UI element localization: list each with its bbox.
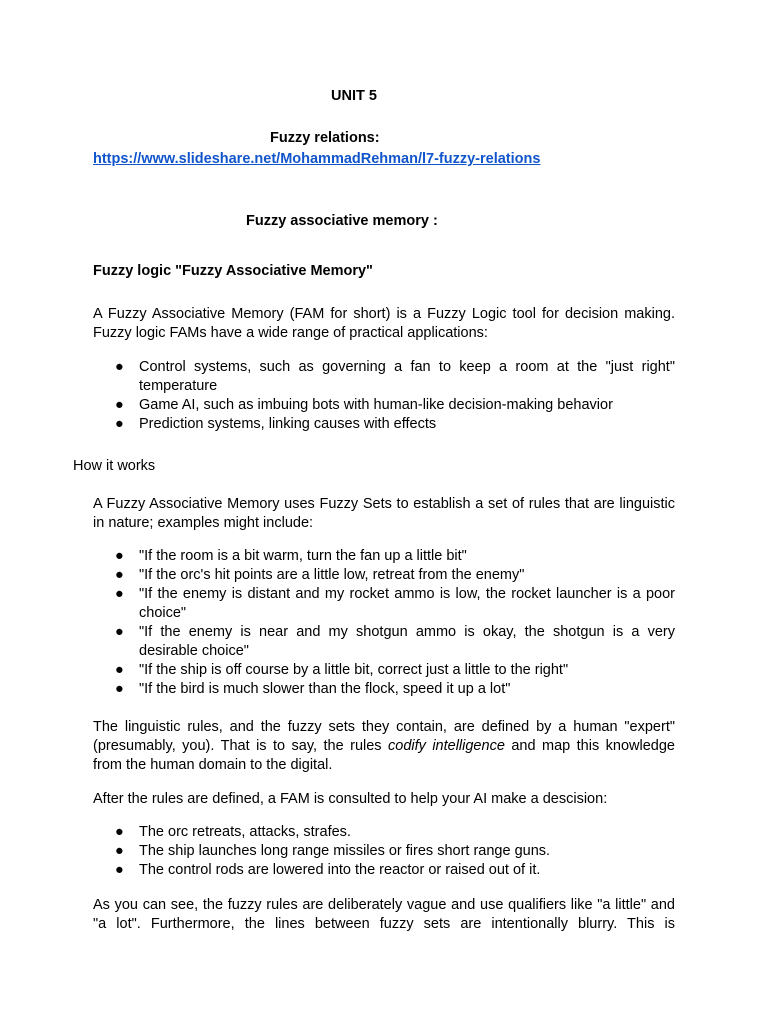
list-item: ● The control rods are lowered into the reactor or raised out of it. [115, 862, 541, 878]
fam-heading: Fuzzy associative memory : [246, 213, 438, 229]
bullet-icon: ● [115, 662, 124, 678]
bullet-icon: ● [115, 843, 124, 859]
list-item: ● "If the room is a bit warm, turn the fan up a little bit" [115, 548, 467, 564]
bullet-icon: ● [115, 824, 124, 840]
bullet-icon: ● [115, 359, 124, 375]
applications-list [93, 358, 675, 434]
bullet-icon: ● [115, 397, 124, 413]
decisions-list [93, 823, 675, 880]
bullet-icon: ● [115, 548, 124, 564]
list-item: ● "If the enemy is near and my shotgun ammo is okay, the shotgun is a very desirable choice" [115, 624, 675, 659]
after-rules-paragraph: After the rules are defined, a FAM is consulted to help your AI make a descision: [93, 791, 608, 807]
fuzzy-relations-heading: Fuzzy relations: [270, 130, 380, 146]
list-item: ● "If the enemy is distant and my rocket ammo is low, the rocket launcher is a poor choice" [115, 586, 675, 621]
list-item: ● Prediction systems, linking causes with effects [115, 416, 437, 432]
closing-paragraph: As you can see, the fuzzy rules are deliberately vague and use qualifiers like "a little" and "a lot". Furthermore, the lines between fuzzy sets are intentionally blurry. This is [93, 897, 675, 932]
rules-list [93, 547, 675, 699]
bullet-icon: ● [115, 624, 124, 640]
list-item: ● "If the bird is much slower than the flock, speed it up a lot" [115, 681, 511, 697]
list-item: ● The ship launches long range missiles or fires short range guns. [115, 843, 551, 859]
fam-subheading: Fuzzy logic "Fuzzy Associative Memory" [93, 263, 373, 279]
list-item: ● "If the ship is off course by a little bit, correct just a little to the right" [115, 662, 569, 678]
rules-intro-paragraph: A Fuzzy Associative Memory uses Fuzzy Sets to establish a set of rules that are linguistic in nature; examples might include: [93, 496, 675, 531]
list-item: ● Game AI, such as imbuing bots with human-like decision-making behavior [115, 397, 613, 413]
fuzzy-relations-link[interactable]: https://www.slideshare.net/MohammadRehman/l7-fuzzy-relations [93, 151, 541, 167]
list-item: ● "If the orc's hit points are a little low, retreat from the enemy" [115, 567, 525, 583]
bullet-icon: ● [115, 586, 124, 602]
expert-paragraph: The linguistic rules, and the fuzzy sets they contain, are defined by a human "expert" (presumably, you). That is to say, the rules codify intelligence and map this knowledge from the human domain to the digital. [93, 719, 675, 773]
how-it-works-heading: How it works [73, 458, 156, 474]
bullet-icon: ● [115, 567, 124, 583]
list-item: ● The orc retreats, attacks, strafes. [115, 824, 351, 840]
bullet-icon: ● [115, 862, 124, 878]
intro-paragraph: A Fuzzy Associative Memory (FAM for short) is a Fuzzy Logic tool for decision making. Fuzzy logic FAMs have a wide range of practical applications: [93, 306, 675, 341]
unit-title: UNIT 5 [331, 88, 377, 104]
bullet-icon: ● [115, 416, 124, 432]
bullet-icon: ● [115, 681, 124, 697]
list-item: ● Control systems, such as governing a fan to keep a room at the "just right" temperature [115, 359, 675, 394]
